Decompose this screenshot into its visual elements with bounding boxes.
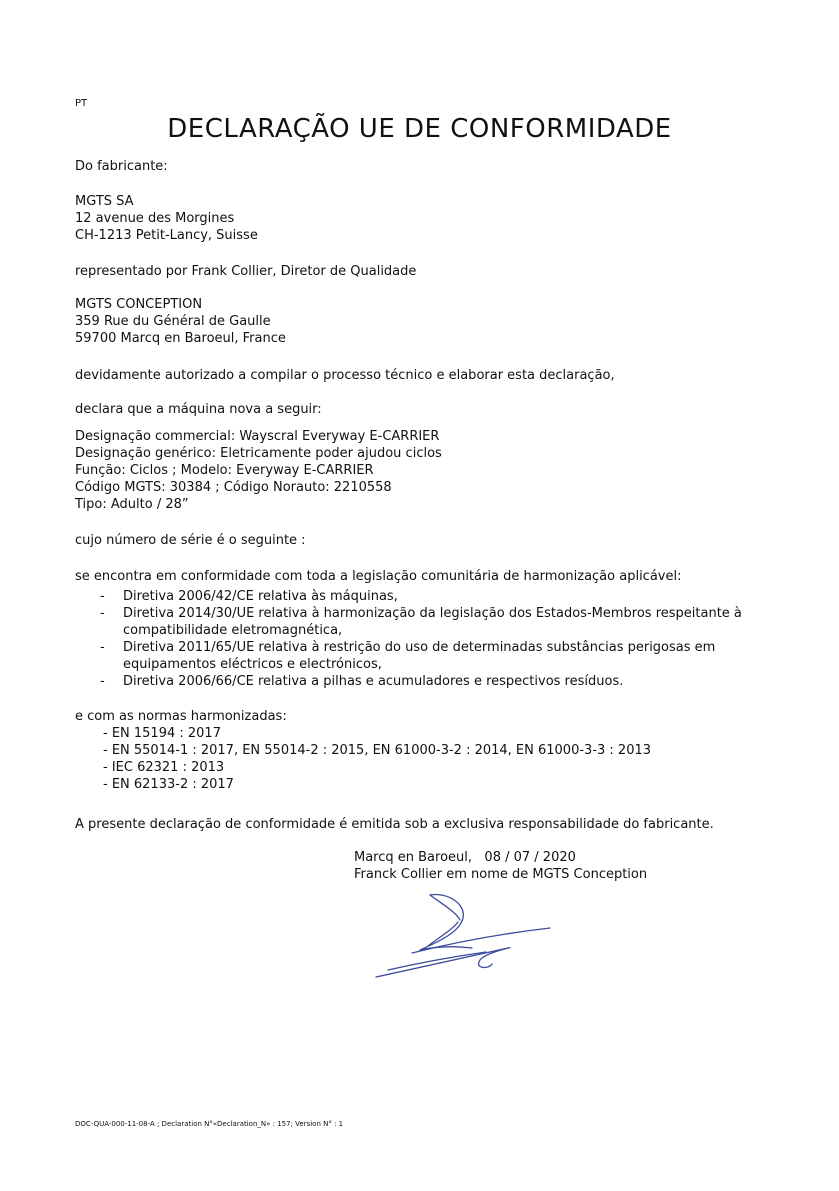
machine-detail-line: Função: Ciclos ; Modelo: Everyway E-CARRIER: [75, 463, 374, 478]
machine-detail-line: Designação genérico: Eletricamente poder ajudou ciclos: [75, 446, 442, 461]
list-dash: -: [100, 606, 105, 621]
responsibility-statement: A presente declaração de conformidade é emitida sob a exclusiva responsabilidade do fabricante.: [75, 817, 714, 832]
footer-reference: DOC-QUA-000-11-08-A ; Declaration N°«Declaration_N» : 157; Version N° : 1: [75, 1120, 344, 1128]
norm-item: - IEC 62321 : 2013: [103, 760, 225, 775]
list-dash: -: [100, 640, 105, 655]
list-dash: -: [100, 674, 105, 689]
page-title: DECLARAÇÃO UE DE CONFORMIDADE: [167, 114, 672, 144]
machine-detail-line: Código MGTS: 30384 ; Código Norauto: 2210558: [75, 480, 392, 495]
norm-item: - EN 55014-1 : 2017, EN 55014-2 : 2015, EN 61000-3-2 : 2014, EN 61000-3-3 : 2013: [103, 743, 652, 758]
address-line: CH-1213 Petit-Lancy, Suisse: [75, 228, 258, 243]
norms-list: [103, 725, 651, 793]
address-line: MGTS CONCEPTION: [75, 297, 203, 312]
compliance-statement: se encontra em conformidade com toda a legislação comunitária de harmonização aplicável:: [75, 569, 682, 584]
directive-text: Diretiva 2011/65/UE relativa à restrição do uso de determinadas substâncias perigosas em equipamentos eléctricos e electrónicos,: [123, 640, 716, 672]
directive-item: [75, 673, 775, 690]
declares-statement: declara que a máquina nova a seguir:: [75, 402, 322, 417]
directive-text: Diretiva 2006/66/CE relativa a pilhas e acumuladores e respectivos resíduos.: [123, 674, 624, 689]
language-code: PT: [75, 98, 88, 109]
represented-by: representado por Frank Collier, Diretor de Qualidade: [75, 264, 417, 279]
address-line: MGTS SA: [75, 194, 134, 209]
place-date: Marcq en Baroeul, 08 / 07 / 2020: [354, 850, 576, 865]
directive-text: Diretiva 2014/30/UE relativa à harmonização da legislação dos Estados-Membros respeitante à compatibilidade eletromagnética,: [123, 606, 742, 638]
signatory-name: Franck Collier em nome de MGTS Conception: [354, 867, 648, 882]
serial-statement: cujo número de série é o seguinte :: [75, 533, 306, 548]
address-line: 12 avenue des Morgines: [75, 211, 235, 226]
directive-item: [75, 605, 775, 639]
directive-text: Diretiva 2006/42/CE relativa às máquinas,: [123, 589, 398, 604]
list-dash: -: [100, 589, 105, 604]
directive-item: [75, 588, 775, 605]
machine-detail-line: Tipo: Adulto / 28”: [75, 497, 189, 512]
address-line: 359 Rue du Général de Gaulle: [75, 314, 271, 329]
address-line: 59700 Marcq en Baroeul, France: [75, 331, 286, 346]
conception-address: [75, 296, 286, 347]
norm-item: - EN 62133-2 : 2017: [103, 777, 234, 792]
from-label: Do fabricante:: [75, 159, 168, 174]
directives-list: [75, 588, 775, 690]
norms-label: e com as normas harmonizadas:: [75, 709, 287, 724]
authorization-statement: devidamente autorizado a compilar o processo técnico e elaborar esta declaração,: [75, 368, 615, 383]
handwritten-signature: [368, 890, 553, 985]
directive-item: [75, 639, 775, 673]
machine-detail-line: Designação commercial: Wayscral Everyway E-CARRIER: [75, 429, 440, 444]
norm-item: - EN 15194 : 2017: [103, 726, 221, 741]
signature-block: [354, 849, 647, 883]
manufacturer-address: [75, 193, 258, 244]
machine-details: [75, 428, 442, 513]
